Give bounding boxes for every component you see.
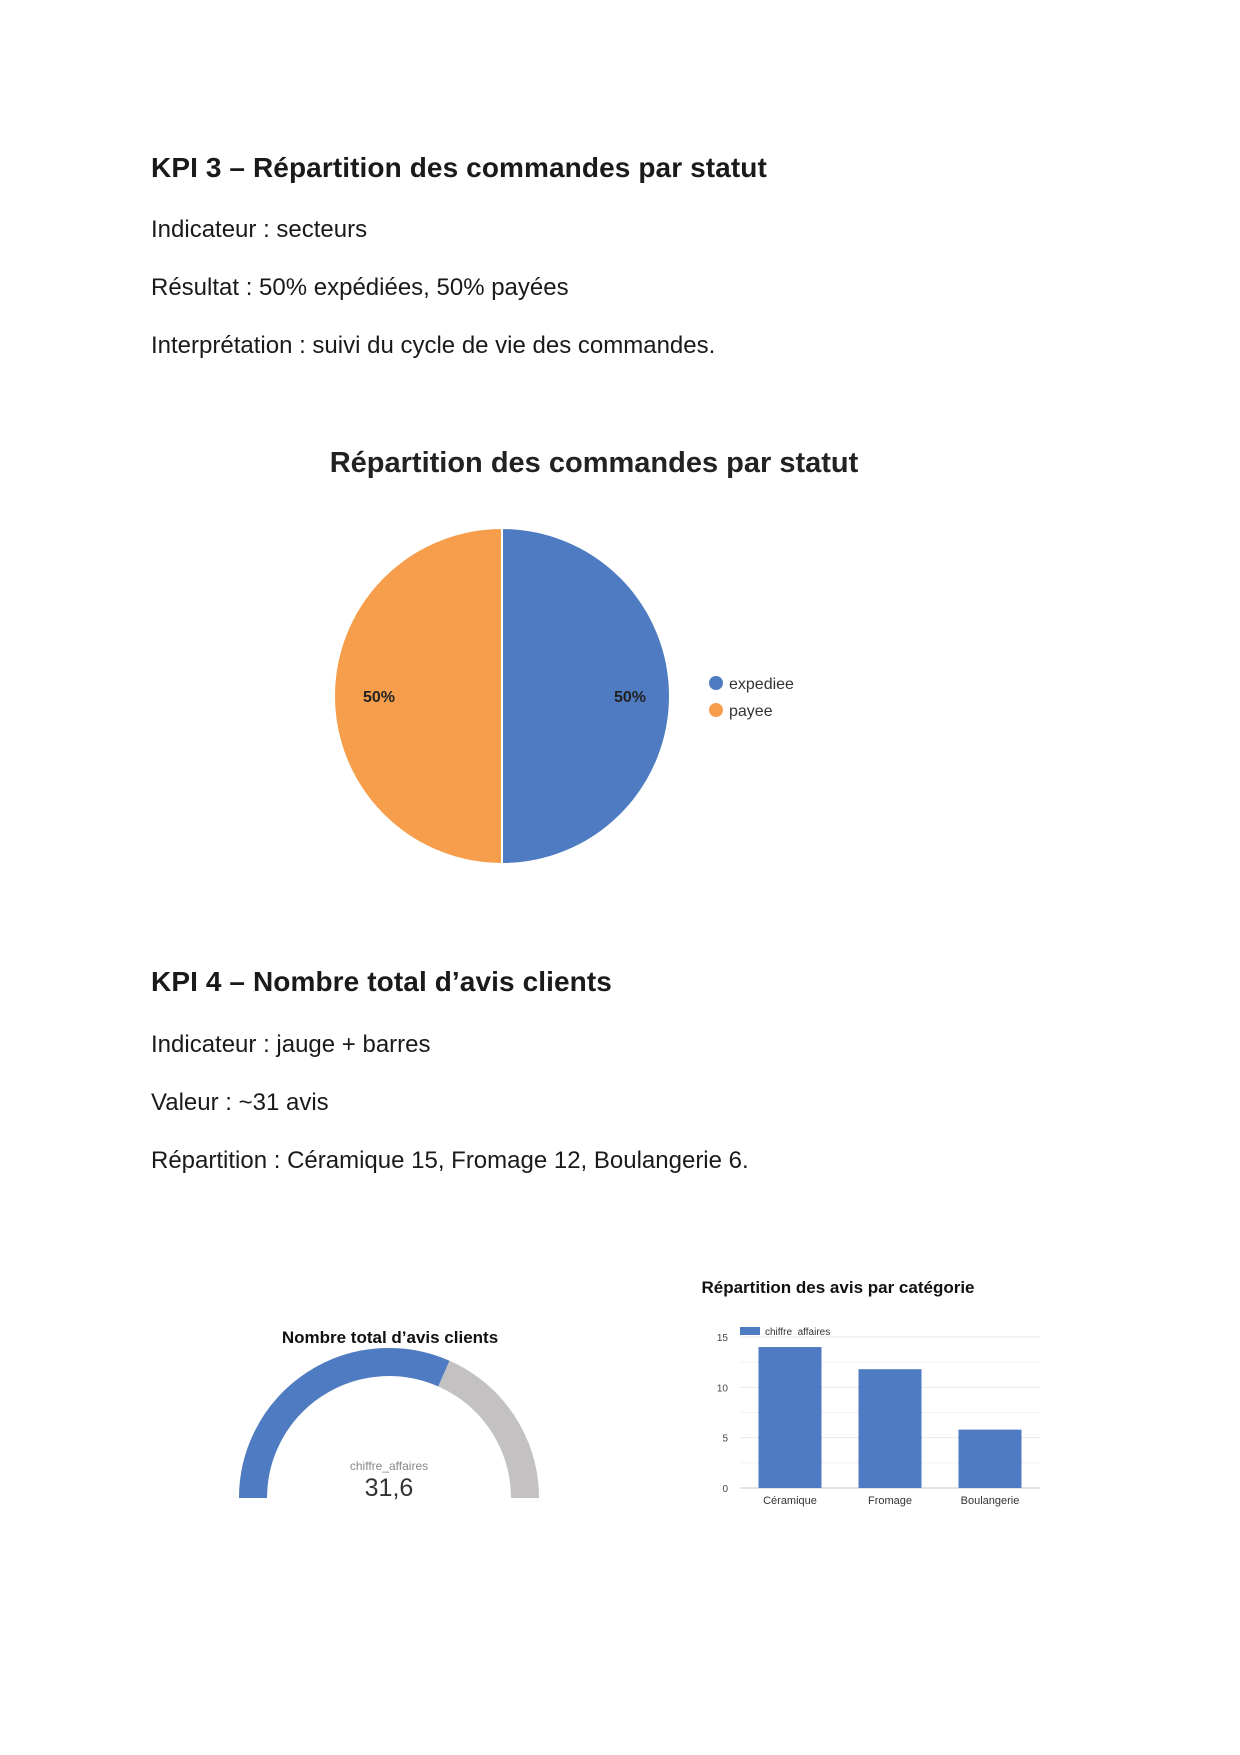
- y-tick-label: 5: [722, 1433, 728, 1445]
- y-tick-label: 10: [716, 1383, 728, 1395]
- pie-title: Répartition des commandes par statut: [329, 447, 859, 479]
- bar-fromage: [859, 1369, 922, 1488]
- gauge-title: Nombre total d’avis clients: [281, 1328, 499, 1347]
- legend-dot-expediee: [709, 676, 723, 690]
- gauge-value: 31,6: [364, 1474, 414, 1502]
- pie-chart: [0, 430, 1240, 890]
- kpi4-value: Valeur : ~31 avis: [151, 1089, 329, 1116]
- y-tick-label: 15: [716, 1333, 728, 1344]
- pie-slice-payee: [334, 528, 502, 864]
- kpi3-indicator: Indicateur : secteurs: [151, 216, 368, 243]
- bar-title: Répartition des avis par catégorie: [701, 1278, 975, 1297]
- kpi3-heading: KPI 3 – Répartition des commandes par statut: [151, 152, 767, 183]
- legend-label-payee: payee: [729, 703, 773, 720]
- bar-legend-swatch: [740, 1327, 760, 1335]
- x-tick-label-boulangerie: Boulangerie: [960, 1495, 1020, 1507]
- kpi3-result: Résultat : 50% expédiées, 50% payées: [151, 274, 569, 301]
- kpi4-breakdown: Répartition : Céramique 15, Fromage 12, Boulangerie 6.: [151, 1147, 749, 1174]
- x-tick-label-ceramique: Céramique: [763, 1495, 817, 1507]
- bar-boulangerie: [959, 1430, 1022, 1488]
- kpi3-interpretation: Interprétation : suivi du cycle de vie des commandes.: [151, 332, 716, 359]
- gauge-fill: [253, 1362, 444, 1498]
- bar-chart: [680, 1270, 1060, 1530]
- pie-label-payee: 50%: [362, 689, 396, 706]
- bar-ceramique: [759, 1347, 822, 1488]
- legend-label-expediee: expediee: [729, 676, 794, 693]
- bar-legend-label: chiffre_affaires: [765, 1327, 831, 1338]
- legend-dot-payee: [709, 703, 723, 717]
- y-tick-label: 0: [722, 1484, 728, 1495]
- x-tick-label-fromage: Fromage: [867, 1495, 913, 1507]
- kpi4-indicator: Indicateur : jauge + barres: [151, 1031, 431, 1058]
- gauge-chart: [200, 1320, 590, 1520]
- kpi4-heading: KPI 4 – Nombre total d’avis clients: [151, 966, 612, 997]
- gauge-metric-label: chiffre_affaires: [349, 1459, 429, 1473]
- pie-label-expediee: 50%: [613, 689, 647, 706]
